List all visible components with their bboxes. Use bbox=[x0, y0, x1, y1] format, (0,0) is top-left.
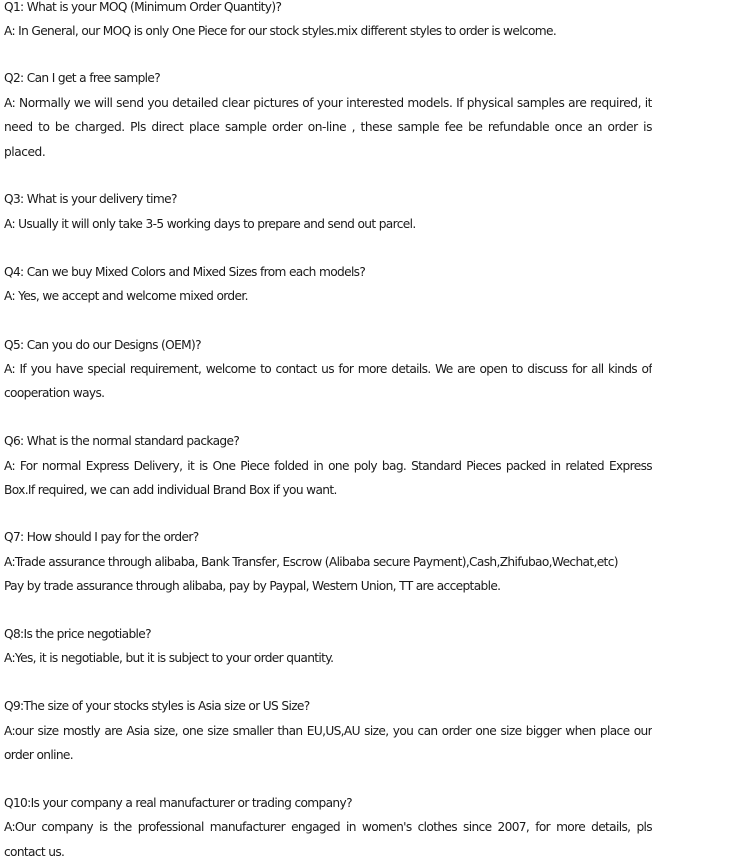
faq-answer-5-line-2: cooperation ways. bbox=[4, 386, 105, 400]
faq-answer-7-line-1: A:Trade assurance through alibaba, Bank Transfer, Escrow (Alibaba secure Payment),Cash,Zhifubao,Wechat,etc) bbox=[4, 555, 618, 569]
faq-answer-1: A: In General, our MOQ is only One Piece for our stock styles.mix different styles to order is welcome. bbox=[4, 24, 557, 38]
faq-answer-10-line-1: A:Our company is the professional manufacturer engaged in women's clothes since 2007, for more details, pls bbox=[4, 820, 652, 834]
faq-answer-9-line-2: order online. bbox=[4, 748, 73, 762]
faq-answer-3: A: Usually it will only take 3-5 working days to prepare and send out parcel. bbox=[4, 217, 416, 231]
faq-answer-2-line-2: need to be charged. Pls direct place sample order on-line , these sample fee be refundable once an order is bbox=[4, 120, 652, 134]
faq-answer-9-line-1: A:our size mostly are Asia size, one size smaller than EU,US,AU size, you can order one size bigger when place our bbox=[4, 724, 652, 738]
faq-answer-6-line-1: A: For normal Express Delivery, it is One Piece folded in one poly bag. Standard Pieces packed in related Express bbox=[4, 459, 652, 473]
faq-question-4: Q4: Can we buy Mixed Colors and Mixed Sizes from each models? bbox=[4, 265, 366, 279]
faq-answer-8: A:Yes, it is negotiable, but it is subject to your order quantity. bbox=[4, 651, 334, 665]
faq-question-10: Q10:Is your company a real manufacturer or trading company? bbox=[4, 796, 352, 810]
faq-question-1: Q1: What is your MOQ (Minimum Order Quantity)? bbox=[4, 0, 282, 14]
faq-question-5: Q5: Can you do our Designs (OEM)? bbox=[4, 338, 201, 352]
faq-answer-5-line-1: A: If you have special requirement, welcome to contact us for more details. We are open to discuss for all kinds of bbox=[4, 362, 652, 376]
faq-question-7: Q7: How should I pay for the order? bbox=[4, 530, 199, 544]
faq-answer-2-line-3: placed. bbox=[4, 145, 46, 159]
faq-answer-6-line-2: Box.If required, we can add individual Brand Box if you want. bbox=[4, 483, 337, 497]
faq-answer-10-line-2: contact us. bbox=[4, 845, 65, 859]
faq-question-6: Q6: What is the normal standard package? bbox=[4, 434, 240, 448]
faq-question-9: Q9:The size of your stocks styles is Asia size or US Size? bbox=[4, 699, 310, 713]
faq-question-2: Q2: Can I get a free sample? bbox=[4, 71, 161, 85]
faq-answer-4: A: Yes, we accept and welcome mixed order. bbox=[4, 289, 248, 303]
faq-question-3: Q3: What is your delivery time? bbox=[4, 192, 177, 206]
faq-answer-7-line-2: Pay by trade assurance through alibaba, pay by Paypal, Western Union, TT are acceptable. bbox=[4, 579, 501, 593]
faq-answer-2-line-1: A: Normally we will send you detailed clear pictures of your interested models. If physical samples are required, it bbox=[4, 96, 652, 110]
faq-question-8: Q8:Is the price negotiable? bbox=[4, 627, 151, 641]
